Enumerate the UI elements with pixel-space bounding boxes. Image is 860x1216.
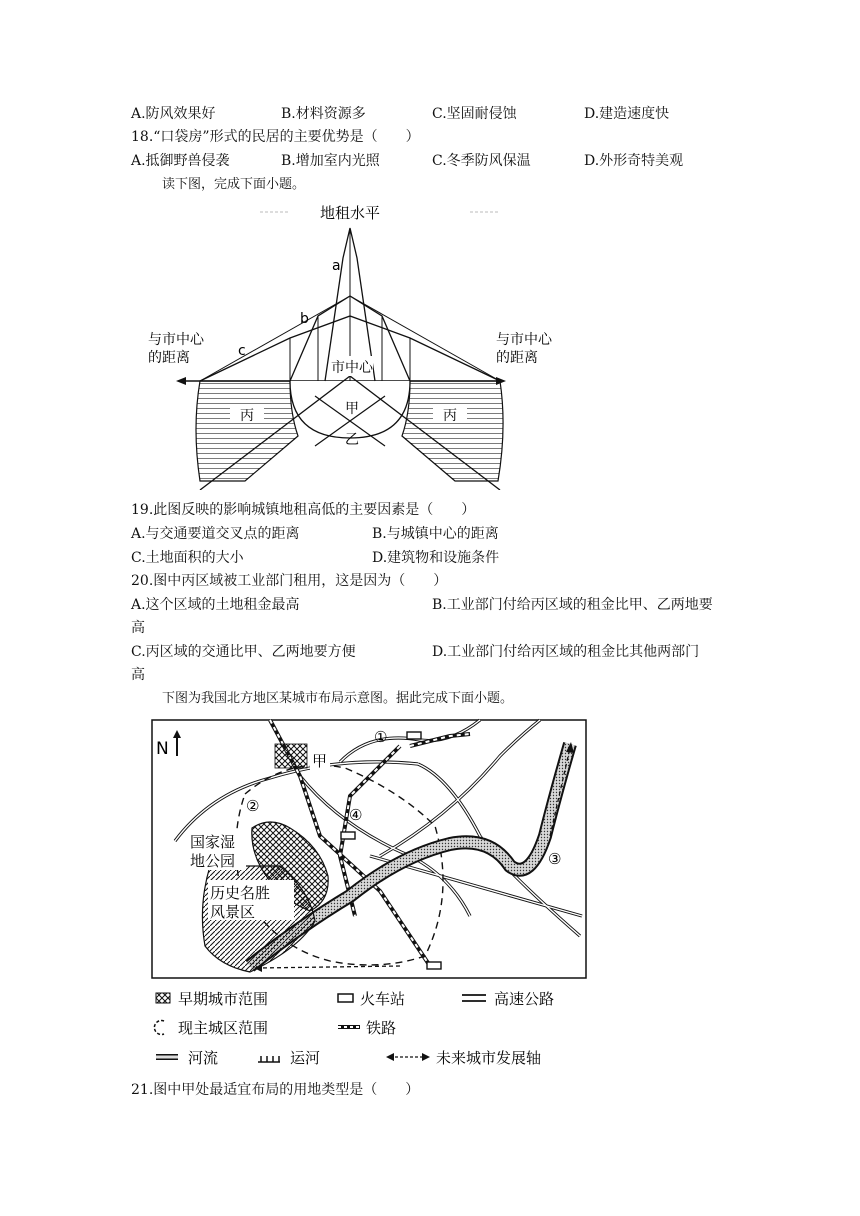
q20-stem: 20.图中丙区域被工业部门租用，这是因为（ ）	[131, 573, 448, 589]
zone-bing-right	[402, 381, 503, 481]
zone-bing-left-label: 丙	[240, 408, 254, 424]
q20-option-b-wrap: 高	[131, 620, 145, 636]
zone-2-label: ②	[246, 797, 260, 815]
scenic-label-2: 风景区	[210, 903, 256, 921]
q19-option-a: A.与交通要道交叉点的距离	[131, 526, 300, 542]
zone-yi-label: 乙	[345, 432, 359, 448]
q19-option-b: B.与城镇中心的距离	[372, 526, 499, 542]
q17-option-a: A.防风效果好	[131, 106, 216, 122]
legend-station: 火车站	[360, 990, 406, 1008]
label-jia: 甲	[312, 752, 328, 770]
q21-stem: 21.图中甲处最适宜布局的用地类型是（ ）	[131, 1082, 420, 1098]
city-layout-map	[150, 716, 590, 1078]
station-3-icon	[427, 962, 441, 969]
north-label: N	[156, 739, 169, 759]
rent-diagram	[140, 198, 560, 490]
intro-figure-1: 读下图，完成下面小题。	[162, 177, 306, 192]
q18-option-d: D.外形奇特美观	[584, 153, 684, 169]
y-axis-label: 地租水平	[319, 204, 381, 222]
q17-option-d: D.建造速度快	[584, 106, 670, 122]
label-b: b	[300, 311, 309, 327]
q19-stem: 19.此图反映的影响城镇地租高低的主要因素是（ ）	[131, 502, 476, 518]
q20-option-a: A.这个区域的土地租金最高	[131, 597, 300, 613]
q20-option-d: D.工业部门付给丙区域的租金比其他两部门	[432, 644, 700, 660]
legend-early-city-icon	[156, 993, 170, 1003]
zone-4-label: ④	[349, 806, 363, 824]
q20-option-c: C.丙区域的交通比甲、乙两地要方便	[131, 644, 356, 660]
q18-option-b: B.增加室内光照	[281, 153, 380, 169]
legend-river: 河流	[188, 1049, 219, 1067]
q18-option-c: C.冬季防风保温	[432, 153, 531, 169]
map-legend	[154, 990, 554, 1067]
zone-bing-left	[196, 381, 298, 481]
axis-arrow-left-icon	[176, 377, 186, 385]
legend-future-axis: 未来城市发展轴	[436, 1049, 542, 1067]
scenic-label-1: 历史名胜	[210, 884, 271, 902]
q17-option-c: C.坚固耐侵蚀	[432, 106, 517, 122]
legend-highway: 高速公路	[494, 990, 555, 1008]
legend-early-city: 早期城市范围	[178, 990, 269, 1008]
q20-option-b: B.工业部门付给丙区域的租金比甲、乙两地要	[432, 597, 713, 613]
legend-main-city-icon	[154, 1021, 164, 1035]
park-label-1: 国家湿	[190, 833, 236, 851]
center-label: 市中心	[331, 360, 373, 376]
q18-stem: 18.“口袋房”形式的民居的主要优势是（ ）	[131, 129, 420, 145]
station-1-icon	[407, 732, 421, 739]
q17-option-b: B.材料资源多	[281, 106, 366, 122]
right-axis-label-1: 与市中心	[496, 332, 552, 348]
zone-3-label: ③	[548, 850, 562, 868]
station-2-icon	[341, 832, 355, 839]
q19-option-d: D.建筑物和设施条件	[372, 550, 500, 566]
legend-station-icon	[338, 994, 353, 1002]
legend-canal: 运河	[290, 1049, 321, 1067]
park-label-2: 地公园	[190, 852, 236, 870]
right-axis-label-2: 的距离	[496, 350, 538, 366]
legend-main-city: 现主城区范围	[178, 1019, 269, 1037]
intro-figure-2: 下图为我国北方地区某城市布局示意图。据此完成下面小题。	[162, 691, 514, 706]
q19-option-c: C.土地面积的大小	[131, 550, 244, 566]
q18-option-a: A.抵御野兽侵袭	[131, 153, 230, 169]
legend-railway: 铁路	[366, 1019, 397, 1037]
zone-jia-label: 甲	[345, 401, 359, 417]
left-axis-label-2: 的距离	[148, 350, 190, 366]
label-a: a	[332, 258, 341, 274]
zone-1-label: ①	[374, 728, 388, 746]
left-axis-label-1: 与市中心	[148, 332, 204, 348]
q20-option-d-wrap: 高	[131, 667, 145, 683]
zone-bing-right-label: 丙	[443, 408, 457, 424]
label-c: c	[238, 343, 246, 359]
